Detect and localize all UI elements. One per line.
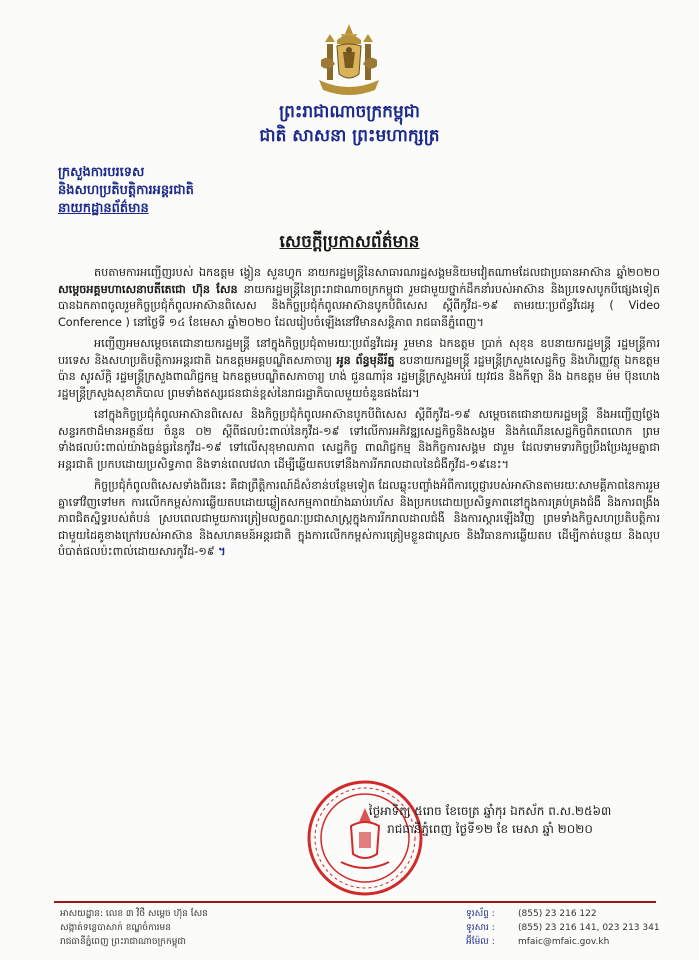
paragraph-3: នៅក្នុងកិច្ចប្រជុំកំពូលអាស៊ានពិសេស និងកិច្ចប្រជុំកំពូលអាស៊ានបូកបីពិសេស ស្តីពីកូវីដ-១៩ សម្តេចតេជោនាយករដ្ឋមន្ត្រី នឹងអញ្ជើញថ្លែងសន្ទរកថាដ៏មានអត្ថន័យ ចំនួន ០២ ស្តីពីផលប៉ះពាល់នៃកូវីដ-១៩ ទៅលើការអភិវឌ្ឍសេដ្ឋកិច្ចនិងសង្គម និងកំណើនសេដ្ឋកិច្ចពិភពលោក ព្រមទាំងផលប៉ះពាល់យ៉ាងធ្ងន់ធ្ងរនៃកូវីដ-១៩ ទៅលើសុខុមាលភាព សេដ្ឋកិច្ច ពាណិជ្ជកម្ម និងកិច្ចការសង្គម ជារួម ដែលទាមទារកិច្ចប្រឹងប្រែងរួមគ្នាជាអន្តរជាតិ ប្រកបដោយប្រសិទ្ធភាព និងទាន់ពេលវេលា ដើម្បីឆ្លើយតបទៅនឹងការរីករាលដាលនៃជំងឺកូវីដ-១៩នេះ។ [58, 408, 660, 471]
p1-text-c: នាយករដ្ឋមន្ត្រីនៃព្រះរាជាណាចក្រកម្ពុជា រួមជាមួយថ្នាក់ដឹកនាំរបស់អាស៊ាន និងប្រទេសបូកបីផ្សេងទៀត បានឯកភាពចូលរួមកិច្ចប្រជុំកំពូលអាស៊ានពិសេស និងកិច្ចប្រជុំកំពូលអាស៊ានបូកបីពិសេស ស្តីពីកូវីដ-១៩ តាមរយៈប្រព័ន្ធវីដេអូ ( Video Conference ) នៅថ្ងៃទី ១៤ ខែមេសា ឆ្នាំ២០២០ ដែលរៀបចំឡើងនៅវិមានសន្តិភាព រាជធានីភ្នំពេញ។ [58, 282, 660, 329]
address-line2: សង្កាត់ទន្លេបាសាក់ ខណ្ឌចំការមន [60, 923, 171, 933]
footer-contacts [466, 907, 660, 949]
p2-text-c: ឧបនាយករដ្ឋមន្ត្រី រដ្ឋមន្ត្រីក្រសួងសេដ្ឋកិច្ច និងហិរញ្ញវត្ថុ ឯកឧត្តម ប៉ាន សូរស័ក្តិ រដ្ឋមន្ត្រីក្រសួងពាណិជ្ជកម្ម ឯកឧត្តមបណ្ឌិតសភាចារ្យ ហង់ ជួនណារ៉ុន រដ្ឋមន្ត្រីក្រសួងអប់រំ យុវជន និងកីឡា និង ឯកឧត្តម ម៉ម ប៊ុនហេង រដ្ឋមន្ត្រីក្រសួងសុខាភិបាល ព្រមទាំងឥស្សរជនជាន់ខ្ពស់នៃរាជរដ្ឋាភិបាលមួយចំនួនផងដែរ។ [58, 353, 660, 400]
document-title: សេចក្តីប្រកាសព័ត៌មាន [279, 232, 420, 252]
ministry-line1: ក្រសួងការបរទេស [58, 165, 145, 180]
fax-value: (855) 23 216 141, 023 213 341 [518, 923, 660, 933]
paragraph-2 [58, 336, 660, 402]
address-label: អាសយដ្ឋាន: [60, 909, 104, 919]
date-block [330, 802, 650, 838]
phone-value: (855) 23 216 122 [518, 909, 597, 919]
footer-address [60, 907, 208, 949]
lunar-date: ថ្ងៃអាទិត្យ ៥រោច ខែចេត្រ ឆ្នាំកុរ ឯកស័ក ព.ស.២៥៦៣ [368, 804, 612, 818]
p1-text-a: តបតាមការអញ្ជើញរបស់ ឯកឧត្តម ង្វៀន សួនហ្វុក នាយករដ្ឋមន្ត្រីនៃសាធារណរដ្ឋសង្គមនិយមវៀតណាមដែលជាប្រធានអាស៊ាន ឆ្នាំ២០២០ [94, 266, 660, 279]
p2-bold-name: អូន ព័ន្ធមុនីរ័ត្ន [336, 353, 395, 367]
p1-bold-name: សម្តេចអគ្គមហាសេនាបតីតេជោ ហ៊ុន សែន [58, 282, 238, 296]
phone-row [466, 907, 660, 921]
address-line [60, 907, 208, 921]
gregorian-date: រាជធានីភ្នំពេញ ថ្ងៃទី១២ ខែ មេសា ឆ្នាំ ២០២០ [387, 822, 593, 836]
fax-label: ទូរសារ : [466, 923, 495, 933]
ministry-line2: និងសហប្រតិបត្តិការអន្តរជាតិ [58, 183, 194, 198]
p4-text: កិច្ចប្រជុំកំពូលពិសេសទាំងពីរនេះ គឺជាព្រឹត្តិការណ៍ដ៏សំខាន់បន្ថែមទៀត ដែលឆ្លុះបញ្ចាំងអំពីការប្តេជ្ញារបស់អាស៊ានតាមរយៈសាមគ្គីភាពនៃការរួមគ្នាទៅវិញទៅមក ការលើកកម្ពស់ការឆ្លើយតបដោយឆ្លៀតសកម្មភាពយ៉ាងឆាប់រហ័ស និងប្រកបដោយប្រសិទ្ធភាពនៅក្នុងការគ្រប់គ្រងជំងឺ និងការពង្រឹងភាពជិតស្និទ្ធរបស់តំបន់ ស្របពេលជាមួយការត្រៀមលក្ខណៈប្រជាសាស្ត្រក្នុងការរីករាលដាលជំងឺ និងការស្តារឡើងវិញ ព្រមទាំងកិច្ចសហប្រតិបត្តិការជាមួយដៃគូខាងក្រៅរបស់អាស៊ាន និងសហគមន៍អន្តរជាតិ ក្នុងការលើកកម្ពស់ការត្រៀមខ្លួនជាស្រេច និងវិធានការឆ្លើយតប ដើម្បីកាត់បន្ថយ និងលុបបំបាត់ផលប៉ះពាល់ដោយសារកូវីដ-១៩ [58, 479, 660, 558]
email-value: mfaic@mfaic.gov.kh [518, 937, 610, 947]
paragraph-1 [58, 265, 660, 331]
paragraph-4 [58, 478, 660, 561]
document-body [58, 265, 660, 566]
phone-label: ទូរស័ព្ទ : [466, 909, 495, 919]
royal-coat-of-arms-icon [315, 20, 383, 100]
handwritten-mark: ។ [218, 545, 226, 558]
kingdom-name: ព្រះរាជាណាចក្រកម្ពុជា [279, 102, 420, 122]
p2-text-a: អញ្ជើញអមសម្តេចតេជោនាយករដ្ឋមន្ត្រី នៅក្នុងកិច្ចប្រជុំតាមរយៈប្រព័ន្ធវីដេអូ រួមមាន ឯកឧត្តម ប្រាក់ សុខុន ឧបនាយករដ្ឋមន្ត្រី រដ្ឋមន្ត្រីការបរទេស និងសហប្រតិបត្តិការអន្តរជាតិ ឯកឧត្តមអគ្គបណ្ឌិតសភាចារ្យ [58, 337, 660, 367]
email-row [466, 935, 660, 949]
kingdom-header [0, 100, 699, 148]
department-name: នាយកដ្ឋានព័ត៌មាន [58, 201, 149, 216]
footer-divider [54, 901, 656, 903]
ministry-block [58, 164, 288, 218]
email-label: អ៊ីម៉ែល : [466, 937, 495, 947]
fax-row [466, 921, 660, 935]
national-motto: ជាតិ សាសនា ព្រះមហាក្សត្រ [259, 126, 440, 146]
official-seal-icon [305, 778, 425, 898]
address-line3: រាជធានីភ្នំពេញ ព្រះរាជាណាចក្រកម្ពុជា [60, 937, 186, 947]
address-value: លេខ ៣ វិថី សម្តេច ហ៊ុន សែន [105, 909, 208, 919]
